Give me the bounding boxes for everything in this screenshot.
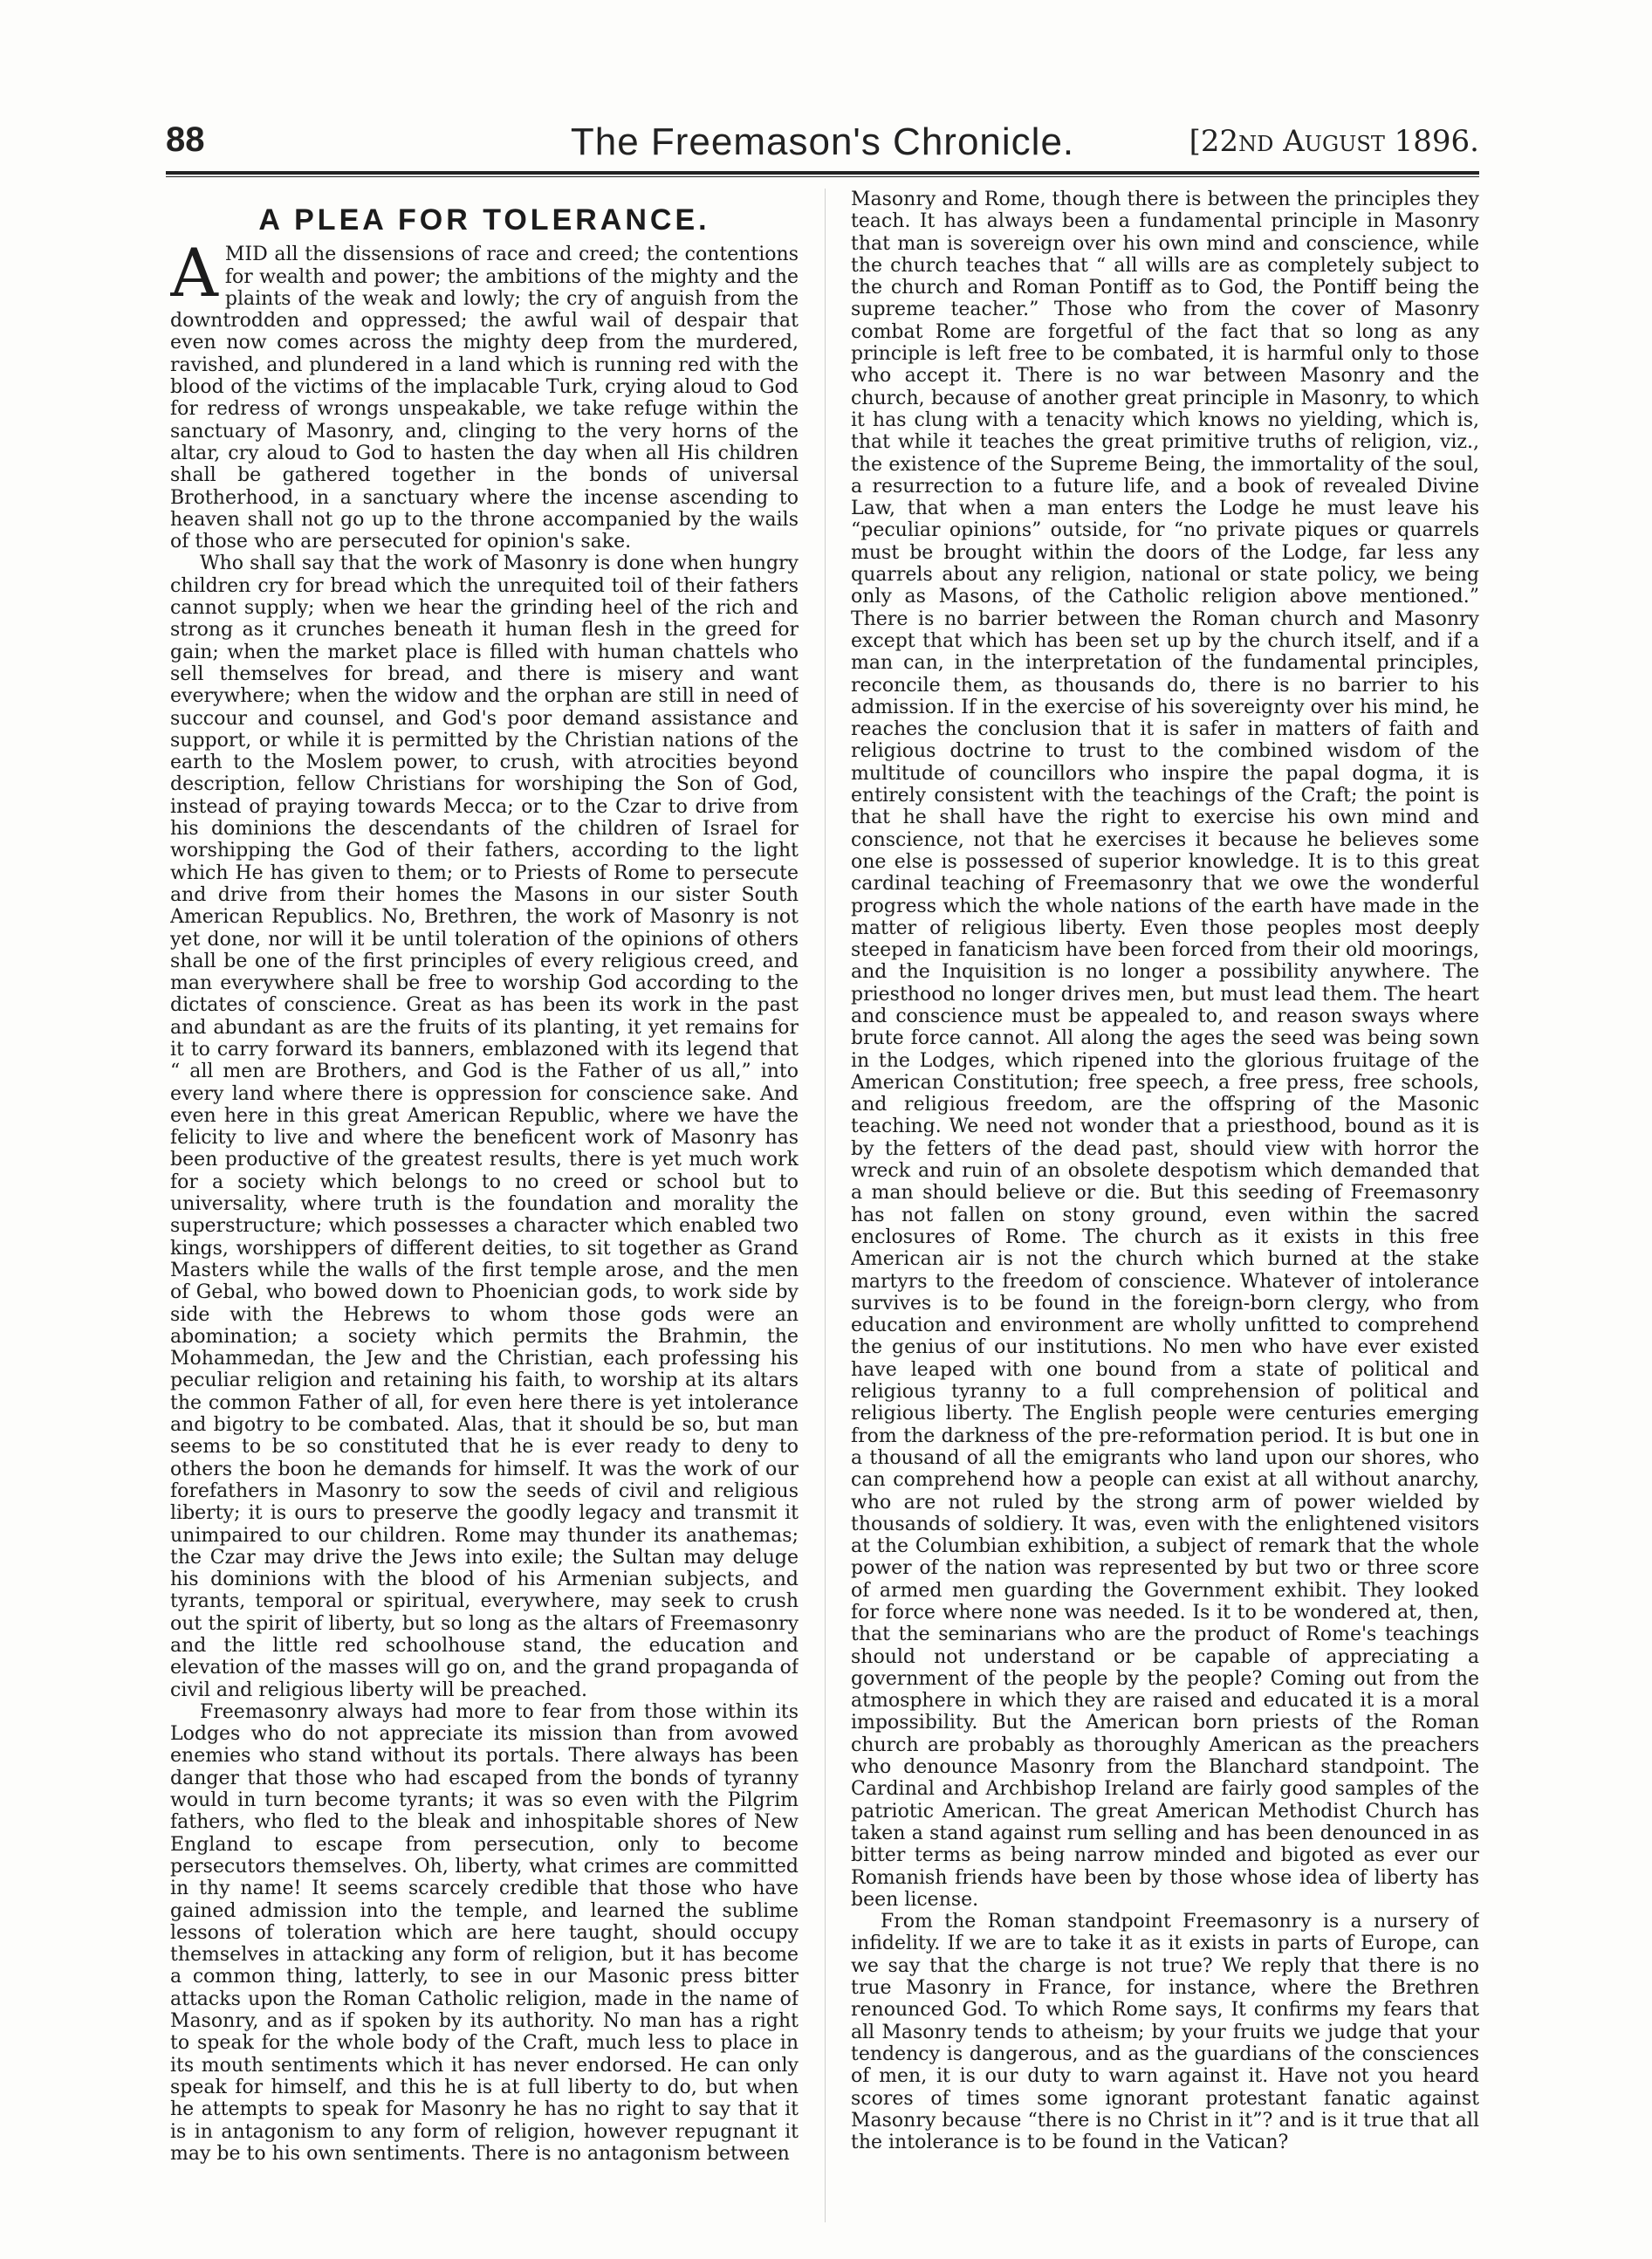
journal-title: The Freemason's Chronicle. <box>570 120 1075 163</box>
drop-cap: A <box>170 234 218 312</box>
article-title: A PLEA FOR TOLERANCE. <box>258 203 710 237</box>
page-number: 88 <box>166 120 205 159</box>
page-header <box>166 112 1479 164</box>
header-rule <box>166 171 1479 177</box>
issue-date: [22nd August 1896. <box>1189 124 1479 159</box>
left-column <box>170 189 799 2222</box>
article-paragraph: Freemasonry always had more to fear from those within its Lodges who do not appreciate its mission than from avowed enemies who stand without its portals. There always has been danger that those who had escaped from the bonds of tyranny would in turn become tyrants; it was so even with the Pilgrim fathers, who fled to the bleak and inhospitable shores of New England to escape from persecution, only to become persecutors themselves. Oh, liberty, what crimes are committed in thy name! It seems scarcely credible that those who have gained admission into the temple, and learned the sublime lessons of toleration which are here taught, should occupy themselves in attacking any form of religion, but it has become a common thing, latterly, to see in our Masonic press bitter attacks upon the Roman Catholic religion, made in the name of Masonry, and as if spoken by its authority. No man has a right to speak for the whole body of the Craft, much less to place in its mouth sentiments which it has never endorsed. He can only speak for himself, and this he is at full liberty to do, but when he attempts to speak for Masonry he has no right to say that it is in antagonism to any form of religion, however repugnant it may be to his own sentiments. There is no antagonism between <box>170 1700 799 2165</box>
right-column <box>851 189 1479 2222</box>
article-paragraph: Who shall say that the work of Masonry is done when hungry children cry for bread which the unrequited toil of their fathers cannot supply; when we hear the grinding heel of the rich and strong as it crunches beneath it human flesh in the greed for gain; when the market place is filled with human chattels who sell themselves for bread, and there is misery and want everywhere; when the widow and the orphan are still in need of succour and counsel, and God's poor demand assistance and support, or while it is permitted by the Christian nations of the earth to the Moslem power, to crush, with atrocities beyond description, fellow Christians for worshiping the Son of God, instead of praying towards Mecca; or to the Czar to drive from his dominions the descendants of the children of Israel for worshipping the God of their fathers, according to the light which He has given to them; or to Priests of Rome to persecute and drive from their homes the Masons in our sister South American Republics. No, Brethren, the work of Masonry is not yet done, nor will it be until toleration of the opinions of others shall be one of the first principles of every religious creed, and man everywhere shall be free to worship God according to the dictates of conscience. Great as has been its work in the past and abundant as are the fruits of its planting, it yet remains for it to carry forward its banners, emblazoned with its legend that “ all men are Brothers, and God is the Father of us all,” into every land where there is oppression for conscience sake. And even here in this great American Republic, where we have the felicity to live and where the beneficent work of Masonry has been productive of the greatest results, there is yet much work for a society which belongs to no creed or school but to universality, where truth is the foundation and morality the superstructure; which possesses a character which enabled two kings, worshippers of different deities, to sit together as Grand Masters while the walls of the first temple arose, and the men of Gebal, who bowed down to Phoenician gods, to work side by side with the Hebrews to whom those gods were an abomination; a society which permits the Brahmin, the Mohammedan, the Jew and the Christian, each professing his peculiar religion and retaining his faith, to worship at its altars the common Father of all, for even here there is yet intolerance and bigotry to be combated. Alas, that it should be so, but man seems to be so constituted that he is ever ready to deny to others the boon he demands for himself. It was the work of our forefathers in Masonry to sow the seeds of civil and religious liberty; it is ours to preserve the goodly legacy and transmit it unimpaired to our children. Rome may thunder its anathemas; the Czar may drive the Jews into exile; the Sultan may deluge his dominions with the blood of his Armenian subjects, and tyrants, temporal or spiritual, everywhere, may seek to crush out the spirit of liberty, but so long as the altars of Freemasonry and the little red schoolhouse stand, the education and elevation of the masses will go on, and the grand propaganda of civil and religious liberty will be preached. <box>170 553 799 1701</box>
article-paragraph: AMID all the dissensions of race and creed; the contentions for wealth and power; the ambitions of the mighty and the plaints of the weak and lowly; the cry of anguish from the downtrodden and oppressed; the awful wail of despair that even now comes across the mighty deep from the murdered, ravished, and plundered in a land which is running red with the blood of the victims of the implacable Turk, crying aloud to God for redress of wrongs unspeakable, we take refuge within the sanctuary of Masonry, and, clinging to the very horns of the altar, cry aloud to God to hasten the day when all His children shall be gathered together in the bonds of universal Brotherhood, in a sanctuary where the incense ascending to heaven shall not go up to the throne accompanied by the wails of those who are persecuted for opinion's sake. <box>170 234 799 553</box>
article-paragraph: Masonry and Rome, though there is between the principles they teach. It has always been a fundamental principle in Masonry that man is sovereign over his own mind and conscience, while the church teaches that “ all wills are as completely subject to the church and Roman Pontiff as to God, the Pontiff being the supreme teacher.” Those who from the cover of Masonry combat Rome are forgetful of the fact that so long as any principle is left free to be combated, it is harmful only to those who accept it. There is no war between Masonry and the church, because of another great principle in Masonry, to which it has clung with a tenacity which knows no yielding, which is, that while it teaches the great primitive truths of religion, viz., the existence of the Supreme Being, the immortality of the soul, a resurrection to a future life, and a book of revealed Divine Law, that when a man enters the Lodge he must leave his “peculiar opinions” outside, for “no private piques or quarrels must be brought within the doors of the Lodge, far less any quarrels about any religion, national or state policy, we being only as Masons, of the Catholic religion above mentioned.” There is no barrier between the Roman church and Masonry except that which has been set up by the church itself, and if a man can, in the interpretation of the fundamental principles, reconcile them, as thousands do, there is no barrier to his admission. If in the exercise of his sovereignty over his mind, he reaches the conclusion that it is safer in matters of faith and religious doctrine to trust to the combined wisdom of the multitude of councillors who inspire the papal dogma, it is entirely consistent with the teachings of the Craft; the point is that he shall have the right to exercise his own mind and conscience, not that he exercises it because he believes some one else is possessed of superior knowledge. It is to this great cardinal teaching of Freemasonry that we owe the wonderful progress which the whole nations of the earth have made in the matter of religious liberty. Even those peoples most deeply steeped in fanaticism have been forced from their old moorings, and the Inquisition is no longer a possibility anywhere. The priesthood no longer drives men, but must lead them. The heart and conscience must be appealed to, and reason sways where brute force cannot. All along the ages the seed was being sown in the Lodges, which ripened into the glorious fruitage of the American Constitution; free speech, a free press, free schools, and religious freedom, are the offspring of the Masonic teaching. We need not wonder that a priesthood, bound as it is by the fetters of the dead past, should view with horror the wreck and ruin of an obsolete despotism which demanded that a man should believe or die. But this seeding of Freemasonry has not fallen on stony ground, even within the sacred enclosures of Rome. The church as it exists in this free American air is not the church which burned at the stake martyrs to the freedom of conscience. Whatever of intolerance survives is to be found in the foreign-born clergy, who from education and environment are wholly unfitted to comprehend the genius of our institutions. No men who have ever existed have leaped with one bound from a state of political and religious tyranny to a full comprehension of political and religious liberty. The English people were centuries emerging from the darkness of the pre-reformation period. It is but one in a thousand of all the emigrants who land upon our shores, who can comprehend how a people can exist at all without anarchy, who are not ruled by the strong arm of power wielded by thousands of soldiery. It was, even with the enlightened visitors at the Columbian exhibition, a subject of remark that the whole power of the nation was represented by but two or three score of armed men guarding the Government exhibit. They looked for force where none was needed. Is it to be wondered at, then, that the seminarians who are the product of Rome's teachings should not understand or be capable of appreciating a government of the people by the people? Coming out from the atmosphere in which they are raised and educated it is a moral impossibility. But the American born priests of the Roman church are probably as thoroughly American as the preachers who denounce Masonry from the Blanchard standpoint. The Cardinal and Archbishop Ireland are fairly good samples of the patriotic American. The great American Methodist Church has taken a stand against rum selling and has been denounced in as bitter terms as being narrow minded and bigoted as ever our Romanish friends have been by those whose idea of liberty has been license. <box>851 189 1479 1911</box>
article-paragraph: From the Roman standpoint Freemasonry is a nursery of infidelity. If we are to take it as it exists in parts of Europe, can we say that the charge is not true? We reply that there is no true Masonry in France, for instance, where the Brethren renounced God. To which Rome says, It confirms my fears that all Masonry tends to atheism; by your fruits we judge that your tendency is dangerous, and as the guardians of the consciences of men, it is our duty to warn against it. Have not you heard scores of times some ignorant protestant fanatic against Masonry because “there is no Christ in it”? and is it true that all the intolerance is to be found in the Vatican? <box>851 1911 1479 2154</box>
column-divider <box>825 189 826 2222</box>
